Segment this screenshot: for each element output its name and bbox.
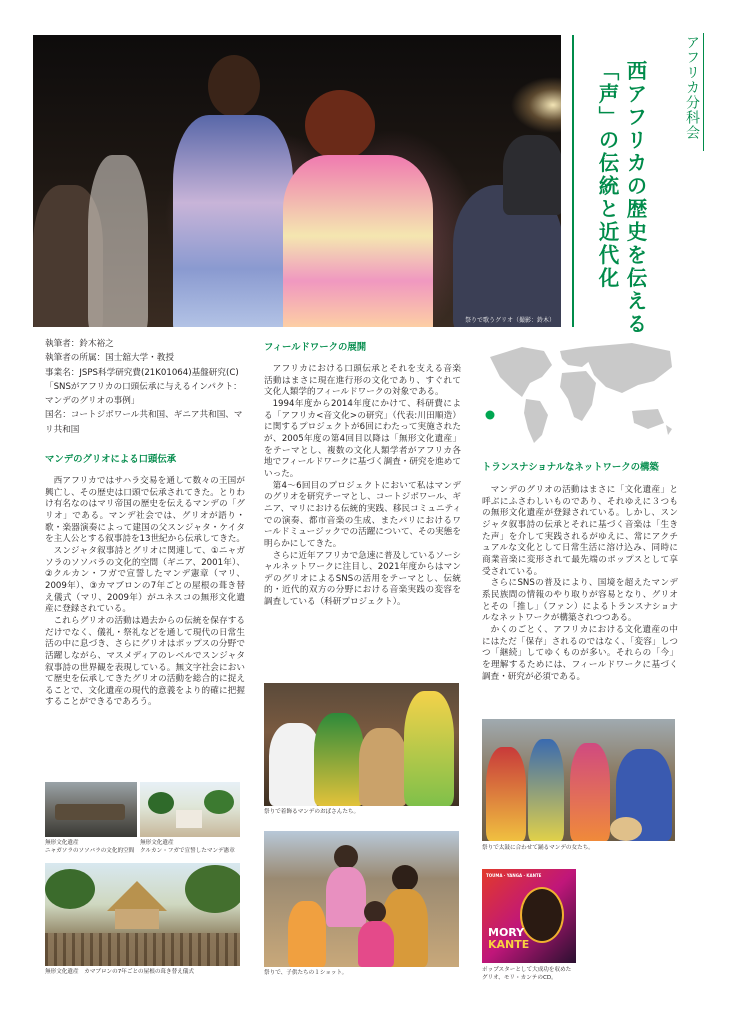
- paragraph: さらにSNSの普及により、国境を超えたマンデ系民族間の情報のやり取りが容易となり、グリオとその「推し」（ファン）によるトランスナショナルなネットワークが構築されつつある。: [482, 578, 678, 624]
- hero-photo: [33, 35, 561, 327]
- paragraph: アフリカにおける口頭伝承とそれを支える音楽活動はまさに現在進行形の文化であり、すぐれて文化人類学的フィールドワークの対象である。: [264, 364, 461, 398]
- caption-kamablon: 無形文化遺産 カマブロンの7年ごとの屋根の葺き替え儀式: [45, 969, 194, 975]
- project: 事業名：JSPS科学研究費(21K01064)基盤研究(C)「SNSがアフリカの口頭伝承に与えるインパクト：マンデのグリオの事例」: [45, 367, 242, 407]
- caption-women: 祭りで着飾るマンデのおばさんたち。: [264, 809, 360, 815]
- col3-heading: トランスナショナルなネットワークの構築: [482, 462, 659, 473]
- col3-body: [482, 485, 678, 683]
- title-rule: [572, 35, 574, 327]
- photo-children: [264, 831, 459, 967]
- page-title-line1: 西アフリカの歴史を伝える: [623, 60, 647, 336]
- caption-sosobala: 無形文化遺産 ニャガソラのソソバラの文化的空間: [45, 840, 135, 854]
- article-meta: [45, 337, 245, 437]
- west-africa-marker: [486, 411, 495, 420]
- paragraph: マンデのグリオの活動はまさに「文化遺産」と呼ぶにふさわしいものであり、それゆえに３つもの無形文化遺産が登録されている。しかし、スンジャタ叙事詩の伝承とそれに基づく音楽は「生きた声」を介して実践されるがゆえに、常にアクチュアルな文化として日常生活に溶け込み、同時に商業音楽に変形されて最先端のポップスとして享受されている。: [482, 485, 678, 577]
- page-title-line2: 「声」の伝統と近代化: [595, 60, 619, 290]
- cd-name-line2: KANTE: [488, 938, 530, 951]
- cd-title: [488, 927, 529, 951]
- caption-dancers: 祭りで太鼓に合わせて踊るマンデの女たち。: [482, 845, 594, 851]
- author: 執筆者：鈴木裕之: [45, 339, 114, 349]
- cd-name-line1: MORY: [488, 926, 525, 939]
- paragraph: 西アフリカではサハラ交易を通して数々の王国が興亡し、その歴史は口頭で伝承されてきた。とりわけ有名なのはマリ帝国の歴史を伝えるマンデの「グリオ」である。マンデ社会では、グリオが語り・歌・楽器演奏によって建国の父スンジャタ・ケイタを主人公とする叙事詩を13世紀から伝承してきた。: [45, 476, 245, 545]
- paragraph: 第4〜6回目のプロジェクトにおいて私はマンデのグリオを研究テーマとし、コートジボワール、ギニア、マリにおける伝統的実践、移民コミュニティでの演奏、都市音楽の生成、またパリにおけるワールドミュージックでの活躍について、その実態を明らかにしてきた。: [264, 480, 461, 549]
- col1-body: [45, 476, 245, 709]
- paragraph: これらグリオの活動は過去からの伝統を保存するだけでなく、儀礼・祭礼などを通して現代の日常生活の中に息づき、さらにグリオはポップスの分野で活躍しながら、マスメディアのレベルでスンジャタ叙事詩の世界観を表現している。無文字社会において歴史を伝承してきたグリオの活動を総合的に捉えることで、文化遺産の現代的意義をより的確に把握することができるであろう。: [45, 615, 245, 708]
- cd-cover-mory-kante: [482, 869, 576, 963]
- col2-body: [264, 364, 461, 609]
- world-map: [482, 337, 678, 447]
- paragraph: かくのごとく、アフリカにおける文化遺産の中にはただ「保存」されるのではなく、「変容」しつつ「継続」してゆくものが多い。それらの「今」を理解するためには、フィールドワークに基づく調査・研究が必須である。: [482, 624, 678, 682]
- cd-top-text: TOUMA · YANGA · KANTE: [486, 873, 542, 878]
- countries: 国名：コートジボワール共和国、ギニア共和国、マリ共和国: [45, 410, 243, 435]
- section-tab-rule: [703, 33, 704, 151]
- caption-cd: ポップスターとして大成功を収めた グリオ、モリ・カンテのCD。: [482, 967, 572, 981]
- paragraph: さらに近年アフリカで急速に普及しているソーシャルネットワークに注目し、2021年度からはマンデのグリオによるSNSの活用をテーマとし、伝統的・近代的双方の分野における音楽実践の変容を調査している（科研プロジェクト）。: [264, 550, 461, 608]
- affiliation: 執筆者の所属：国士舘大学・教授: [45, 353, 174, 364]
- col1-heading: マンデのグリオによる口頭伝承: [45, 454, 177, 465]
- section-tab: アフリカ分科会: [684, 35, 700, 140]
- col2-heading: フィールドワークの展開: [264, 342, 367, 353]
- photo-women: [264, 683, 459, 806]
- photo-dancers: [482, 719, 675, 841]
- paragraph: スンジャタ叙事詩とグリオに関連して、①ニャガソラのソソバラの文化的空間（ギニア、2001年）、②クルカン・フガで宣誓したマンデ憲章（マリ、2009年）、③カマブロンの7年ごとの屋根の葺き替え儀式（マリ、2009年）がユネスコの無形文化遺産に登録されている。: [45, 545, 245, 615]
- hero-caption: 祭りで歌うグリオ（撮影：鈴木）: [465, 317, 555, 324]
- photo-kurukan-fuga: [140, 782, 240, 837]
- paragraph: 1994年度から2014年度にかけて、科研費による「アフリカ<音文化>の研究」（代表:川田順造）に関するプロジェクトが6回にわたって実施されたが、2005年度の第4回目以降は「無形文化遺産」をテーマとし、複数の文化人類学者がアフリカ各地でフィールドワークに基づく調査・研究を進めていった。: [264, 398, 461, 479]
- caption-children: 祭りで、子供たちの１ショット。: [264, 970, 348, 976]
- photo-sosobala: [45, 782, 137, 837]
- photo-kamablon: [45, 863, 240, 966]
- caption-kurukan-fuga: 無形文化遺産 クルカン・フガで宣誓したマンデ憲章: [140, 840, 235, 854]
